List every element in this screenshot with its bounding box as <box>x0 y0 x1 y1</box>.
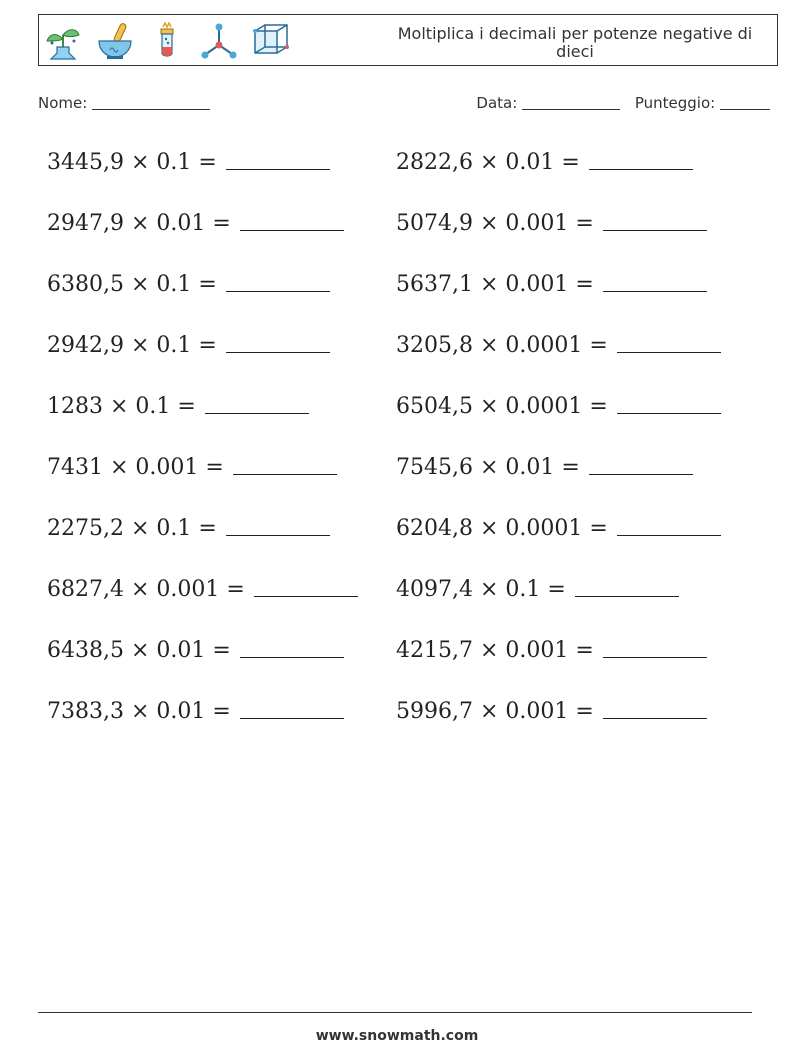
problem-item <box>47 572 396 633</box>
name-field <box>38 94 210 112</box>
problem-row <box>47 328 767 389</box>
test-tube-icon <box>147 21 187 61</box>
problem-row <box>47 633 767 694</box>
problem-expression: 2822,6 × 0.01 = <box>396 150 580 175</box>
answer-blank[interactable] <box>226 513 330 536</box>
name-blank[interactable] <box>92 95 210 110</box>
problem-expression: 5996,7 × 0.001 = <box>396 699 594 724</box>
problem-expression: 4215,7 × 0.001 = <box>396 638 594 663</box>
answer-blank[interactable] <box>240 635 344 658</box>
problem-expression: 6380,5 × 0.1 = <box>47 272 217 297</box>
problem-expression: 6438,5 × 0.01 = <box>47 638 231 663</box>
problem-item <box>47 511 396 572</box>
problem-item <box>47 145 396 206</box>
problem-item <box>396 389 745 450</box>
answer-blank[interactable] <box>603 269 707 292</box>
problem-row <box>47 145 767 206</box>
date-blank[interactable] <box>522 95 620 110</box>
score-label: Punteggio: <box>634 94 716 112</box>
problem-item <box>47 206 396 267</box>
problem-item <box>47 633 396 694</box>
answer-blank[interactable] <box>617 513 721 536</box>
problem-item <box>396 267 745 328</box>
problem-expression: 3205,8 × 0.0001 = <box>396 333 608 358</box>
problem-item <box>396 206 745 267</box>
answer-blank[interactable] <box>603 208 707 231</box>
footer-url[interactable]: www.snowmath.com <box>315 1028 479 1044</box>
name-label: Nome: <box>38 94 88 112</box>
answer-blank[interactable] <box>226 147 330 170</box>
problem-item <box>396 450 745 511</box>
answer-blank[interactable] <box>240 696 344 719</box>
answer-blank[interactable] <box>589 147 693 170</box>
problem-item <box>396 145 745 206</box>
problem-row <box>47 267 767 328</box>
problem-row <box>47 206 767 267</box>
date-score-fields <box>476 94 770 112</box>
problem-expression: 1283 × 0.1 = <box>47 394 196 419</box>
footer-divider <box>38 1012 752 1013</box>
problem-expression: 6827,4 × 0.001 = <box>47 577 245 602</box>
icon-strip <box>43 21 291 61</box>
problem-item <box>396 633 745 694</box>
plant-flask-icon <box>43 21 83 61</box>
answer-blank[interactable] <box>589 452 693 475</box>
problem-row <box>47 389 767 450</box>
answer-blank[interactable] <box>617 330 721 353</box>
answer-blank[interactable] <box>233 452 337 475</box>
problem-row <box>47 450 767 511</box>
problem-expression: 3445,9 × 0.1 = <box>47 150 217 175</box>
problem-expression: 7383,3 × 0.01 = <box>47 699 231 724</box>
problem-row <box>47 572 767 633</box>
mortar-pestle-icon <box>95 21 135 61</box>
problem-expression: 2947,9 × 0.01 = <box>47 211 231 236</box>
problem-grid <box>47 145 767 755</box>
molecule-icon <box>199 21 239 61</box>
problem-row <box>47 694 767 755</box>
answer-blank[interactable] <box>575 574 679 597</box>
problem-expression: 5074,9 × 0.001 = <box>396 211 594 236</box>
answer-blank[interactable] <box>603 635 707 658</box>
answer-blank[interactable] <box>603 696 707 719</box>
answer-blank[interactable] <box>617 391 721 414</box>
answer-blank[interactable] <box>240 208 344 231</box>
header-box <box>38 14 778 66</box>
problem-item <box>47 328 396 389</box>
problem-item <box>47 450 396 511</box>
problem-item <box>396 328 745 389</box>
problem-item <box>47 267 396 328</box>
date-label: Data: <box>476 94 518 112</box>
answer-blank[interactable] <box>205 391 309 414</box>
answer-blank[interactable] <box>226 269 330 292</box>
problem-item <box>396 694 745 755</box>
cube-icon <box>251 21 291 61</box>
worksheet-title: Moltiplica i decimali per potenze negative di dieci <box>397 24 753 61</box>
problem-expression: 5637,1 × 0.001 = <box>396 272 594 297</box>
problem-expression: 2275,2 × 0.1 = <box>47 516 217 541</box>
problem-item <box>47 389 396 450</box>
score-blank[interactable] <box>720 95 770 110</box>
problem-item <box>47 694 396 755</box>
problem-expression: 7431 × 0.001 = <box>47 455 224 480</box>
problem-row <box>47 511 767 572</box>
problem-expression: 2942,9 × 0.1 = <box>47 333 217 358</box>
problem-item <box>396 572 745 633</box>
answer-blank[interactable] <box>226 330 330 353</box>
problem-expression: 6204,8 × 0.0001 = <box>396 516 608 541</box>
problem-expression: 6504,5 × 0.0001 = <box>396 394 608 419</box>
problem-expression: 7545,6 × 0.01 = <box>396 455 580 480</box>
answer-blank[interactable] <box>254 574 358 597</box>
problem-expression: 4097,4 × 0.1 = <box>396 577 566 602</box>
problem-item <box>396 511 745 572</box>
